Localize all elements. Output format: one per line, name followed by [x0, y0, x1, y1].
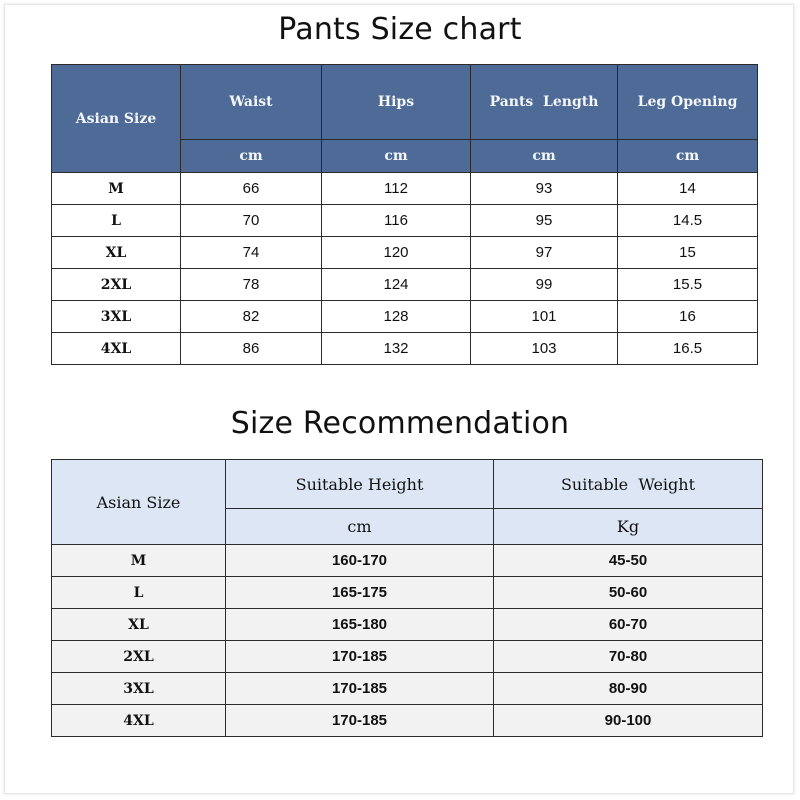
leg-opening-cell: 14.5	[618, 205, 758, 237]
leg-opening-cell: 15.5	[618, 269, 758, 301]
unit-cell: cm	[322, 140, 471, 173]
unit-cell: cm	[618, 140, 758, 173]
size-cell: 4XL	[52, 333, 181, 365]
table-row	[52, 641, 763, 673]
table-row	[52, 609, 763, 641]
waist-cell: 78	[181, 269, 322, 301]
size-cell: L	[52, 205, 181, 237]
header-suitable-weight: Suitable Weight	[494, 460, 763, 509]
table-row	[52, 269, 758, 301]
size-cell: L	[52, 577, 226, 609]
size-cell: XL	[52, 237, 181, 269]
table-row	[52, 673, 763, 705]
table-row	[52, 705, 763, 737]
size-cell: 2XL	[52, 641, 226, 673]
size-cell: 3XL	[52, 673, 226, 705]
header-asian-size: Asian Size	[52, 65, 181, 173]
table-row	[52, 173, 758, 205]
header-pants-length: Pants Length	[471, 65, 618, 140]
height-cell: 170-185	[226, 641, 494, 673]
leg-opening-cell: 16	[618, 301, 758, 333]
unit-cell: cm	[471, 140, 618, 173]
recommendation-title: Size Recommendation	[230, 406, 570, 441]
size-chart-title: Pants Size chart	[278, 12, 522, 47]
hips-cell: 116	[322, 205, 471, 237]
length-cell: 103	[471, 333, 618, 365]
unit-cell: cm	[226, 509, 494, 545]
length-cell: 101	[471, 301, 618, 333]
height-cell: 165-180	[226, 609, 494, 641]
length-cell: 93	[471, 173, 618, 205]
header-hips: Hips	[322, 65, 471, 140]
unit-cell: Kg	[494, 509, 763, 545]
length-cell: 95	[471, 205, 618, 237]
waist-cell: 66	[181, 173, 322, 205]
waist-cell: 86	[181, 333, 322, 365]
weight-cell: 70-80	[494, 641, 763, 673]
hips-cell: 124	[322, 269, 471, 301]
weight-cell: 90-100	[494, 705, 763, 737]
leg-opening-cell: 15	[618, 237, 758, 269]
header-asian-size: Asian Size	[52, 460, 226, 545]
length-cell: 99	[471, 269, 618, 301]
table-row	[52, 545, 763, 577]
waist-cell: 74	[181, 237, 322, 269]
header-leg-opening: Leg Opening	[618, 65, 758, 140]
table-row	[52, 333, 758, 365]
table-row	[52, 237, 758, 269]
height-cell: 170-185	[226, 673, 494, 705]
height-cell: 165-175	[226, 577, 494, 609]
hips-cell: 132	[322, 333, 471, 365]
weight-cell: 50-60	[494, 577, 763, 609]
waist-cell: 70	[181, 205, 322, 237]
table-row	[52, 301, 758, 333]
size-recommendation-table	[51, 459, 763, 737]
unit-cell: cm	[181, 140, 322, 173]
leg-opening-cell: 14	[618, 173, 758, 205]
header-waist: Waist	[181, 65, 322, 140]
height-cell: 160-170	[226, 545, 494, 577]
table-row	[52, 577, 763, 609]
length-cell: 97	[471, 237, 618, 269]
size-cell: 3XL	[52, 301, 181, 333]
size-cell: 4XL	[52, 705, 226, 737]
size-cell: 2XL	[52, 269, 181, 301]
leg-opening-cell: 16.5	[618, 333, 758, 365]
waist-cell: 82	[181, 301, 322, 333]
table-row	[52, 205, 758, 237]
size-cell: M	[52, 545, 226, 577]
weight-cell: 60-70	[494, 609, 763, 641]
hips-cell: 120	[322, 237, 471, 269]
hips-cell: 128	[322, 301, 471, 333]
size-cell: XL	[52, 609, 226, 641]
hips-cell: 112	[322, 173, 471, 205]
size-cell: M	[52, 173, 181, 205]
header-suitable-height: Suitable Height	[226, 460, 494, 509]
weight-cell: 45-50	[494, 545, 763, 577]
height-cell: 170-185	[226, 705, 494, 737]
pants-size-table	[51, 64, 758, 365]
weight-cell: 80-90	[494, 673, 763, 705]
